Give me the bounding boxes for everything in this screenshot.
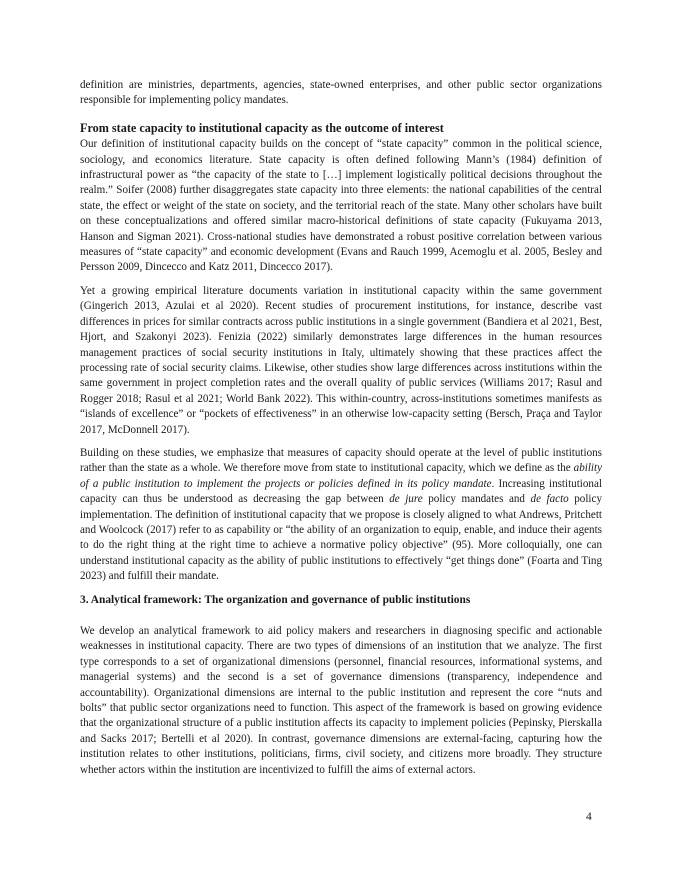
- section-heading-state-capacity: From state capacity to institutional capacity as the outcome of interest: [80, 120, 444, 135]
- paragraph-continuation: definition are ministries, departments, agencies, state-owned enterprises, and other public sector organizations responsible for implementing policy mandates.: [80, 79, 602, 107]
- paragraph-institutional-capacity-definition: [80, 446, 602, 585]
- page-number: 4: [586, 811, 592, 823]
- text-run: . Increasing institutional capacity can thus be understood as decreasing the gap between: [80, 477, 602, 506]
- italic-de-jure: de jure: [389, 493, 423, 506]
- text-run: policy implementation. The definition of institutional capacity that we propose is closely aligned to what Andrews, Pritchett and Woolcock (2017) refer to as capability or “the ability of an organization to equip, enable, and induce their agents to do the right thing at the right time to achieve a normative policy objective” (95). More colloquially, one can understand institutional capacity as the ability of public institutions to effectively “get things done” (Foarta and Ting 2023) and fulfill their mandate.: [80, 493, 602, 583]
- italic-definition: ability of a public institution to implement the projects or policies defined in its policy mandate: [80, 462, 602, 490]
- paragraph-framework-description: We develop an analytical framework to aid policy makers and researchers in diagnosing specific and actionable weaknesses in institutional capacity. There are two types of dimensions of an institution that we analyze. The first type corresponds to a set of organizational dimensions (personnel, financial resources, informational systems, and managerial systems) and the second is a set of governance dimensions (transparency, independence and accountability). Organizational dimensions are internal to the public institution and represent the core “nuts and bolts” that public sector organizations need to function. This aspect of the framework is based on growing evidence that the organizational structure of a public institution affects its capacity to implement policies (Pepinsky, Pierskalla and Sacks 2017; Bertelli et al 2020). In contrast, governance dimensions are external-facing, capturing how the institution relates to other institutions, politicians, firms, civil society, and citizens more broadly. They structure whether actors within the institution are incentivized to fulfill the aims of external actors.: [80, 625, 602, 776]
- paragraph-state-capacity-definition: Our definition of institutional capacity builds on the concept of “state capacity” common in the political science, sociology, and economics literature. State capacity is often defined following Mann’s (1984) definition of infrastructural power as “the capacity of the state to […] implement logistically political decisions throughout the realm.” Soifer (2008) further disaggregates state capacity into three elements: the national capabilities of the central state, the effect or weight of the state on society, and the territorial reach of the state. Many other scholars have built on these conceptualizations and offered similar macro-historical definitions of state capacity (Fukuyama 2013, Hanson and Sigman 2021). Cross-national studies have demonstrated a robust positive correlation between various measures of “state capacity” and economic development (Evans and Rauch 1999, Acemoglu et al. 2005, Besley and Persson 2009, Dincecco and Katz 2011, Dincecco 2017).: [80, 138, 602, 274]
- section-heading-analytical-framework: 3. Analytical framework: The organization and governance of public institutions: [80, 593, 471, 606]
- text-run: policy mandates and: [422, 493, 531, 506]
- italic-de-facto: de facto: [530, 493, 569, 506]
- text-run: Building on these studies, we emphasize that measures of capacity should operate at the level of public institutions rather than the state as a whole. We therefore move from state to institutional capacity, which we define as the: [80, 446, 602, 475]
- paper-page: [80, 78, 602, 786]
- paragraph-within-government-variation: Yet a growing empirical literature documents variation in institutional capacity within the same government (Gingerich 2013, Azulai et al 2020). Recent studies of procurement institutions, for instance, describe vast differences in prices for similar contracts across public institutions in a single government (Bandiera et al 2021, Best, Hjort, and Szakonyi 2023). Fenizia (2022) similarly demonstrates large differences in the human resources management practices of social security institutions in Italy, ultimately showing that these practices affect the processing rate of social security claims. Likewise, other studies show large differences across institutions within the same government in project completion rates and the overall quality of public services (Williams 2017; Rasul and Rogger 2018; Rasul et al 2021; World Bank 2022). This within-country, across-institutions sometimes manifests as “islands of excellence” or “pockets of effectiveness” in an otherwise low-capacity setting (Bersch, Praça and Taylor 2017, McDonnell 2017).: [80, 284, 602, 436]
